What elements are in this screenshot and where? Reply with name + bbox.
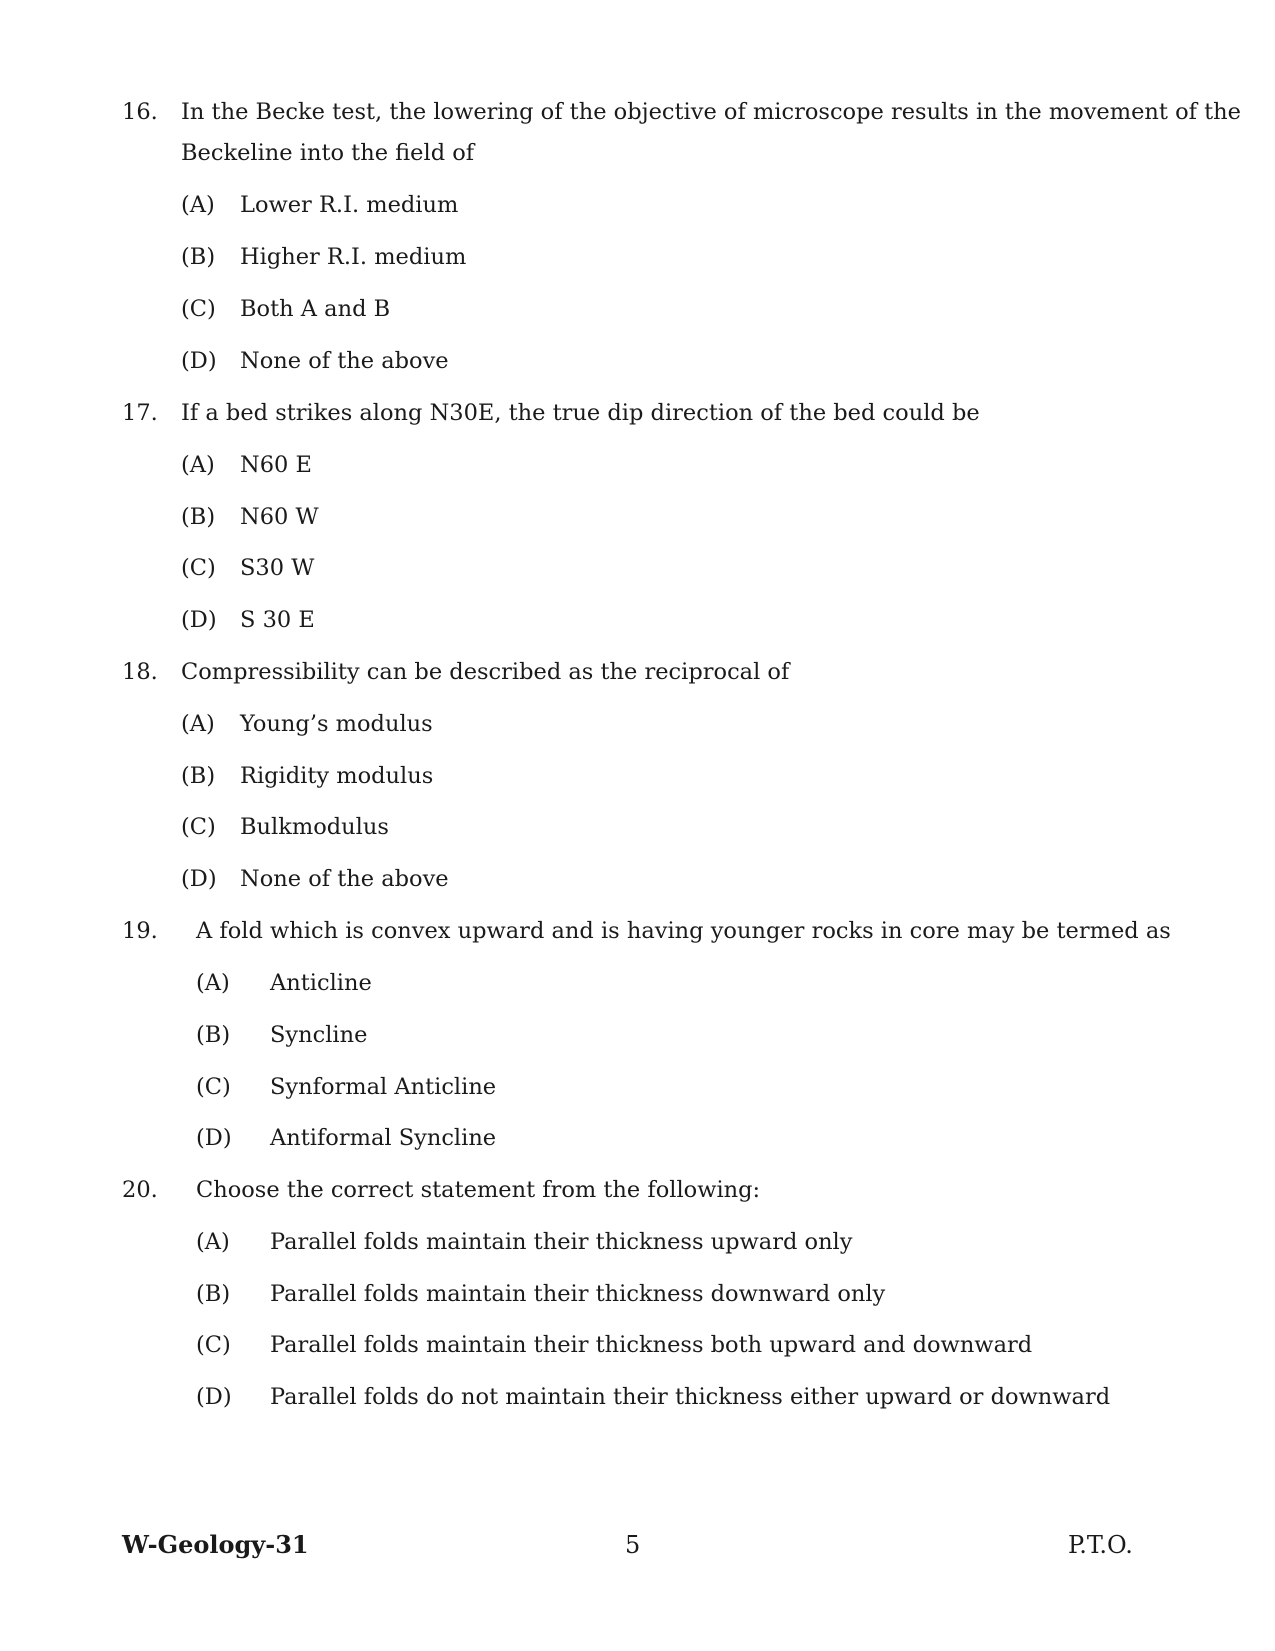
page-number: 5	[625, 1531, 641, 1559]
option-text: None of the above	[240, 348, 449, 374]
option-letter: (B)	[196, 1022, 231, 1048]
option-text: Higher R.I. medium	[240, 244, 467, 270]
option-letter: (C)	[181, 814, 216, 840]
paper-code: W-Geology-31	[122, 1530, 309, 1559]
option-text: Parallel folds do not maintain their thickness either upward or downward	[270, 1384, 1111, 1410]
option-letter: (D)	[181, 348, 217, 374]
option-text: Rigidity modulus	[240, 763, 434, 789]
question-text: Choose the correct statement from the following:	[196, 1177, 761, 1203]
option-letter: (B)	[196, 1281, 231, 1307]
question-text: Beckeline into the field of	[181, 140, 475, 166]
question-text: If a bed strikes along N30E, the true dip direction of the bed could be	[181, 400, 980, 426]
question-number: 20.	[122, 1177, 158, 1203]
question-text: In the Becke test, the lowering of the objective of microscope results in the movement of the	[181, 99, 1241, 125]
option-letter: (C)	[196, 1074, 231, 1100]
option-text: Parallel folds maintain their thickness both upward and downward	[270, 1332, 1033, 1358]
option-text: N60 E	[240, 452, 312, 478]
option-text: S 30 E	[240, 607, 315, 633]
option-letter: (D)	[181, 866, 217, 892]
please-turn-over: P.T.O.	[1068, 1531, 1133, 1559]
option-text: None of the above	[240, 866, 449, 892]
question-number: 18.	[122, 659, 158, 685]
option-letter: (B)	[181, 244, 216, 270]
option-text: Lower R.I. medium	[240, 192, 459, 218]
option-text: Bulkmodulus	[240, 814, 389, 840]
option-letter: (A)	[181, 192, 215, 218]
option-text: Antiformal Syncline	[270, 1125, 497, 1151]
option-letter: (A)	[196, 970, 230, 996]
question-number: 19.	[122, 918, 158, 944]
option-text: S30 W	[240, 555, 315, 581]
option-letter: (B)	[181, 504, 216, 530]
question-number: 16.	[122, 99, 158, 125]
option-letter: (C)	[196, 1332, 231, 1358]
option-letter: (D)	[181, 607, 217, 633]
option-letter: (B)	[181, 763, 216, 789]
option-text: Both A and B	[240, 296, 391, 322]
question-text: Compressibility can be described as the reciprocal of	[181, 659, 790, 685]
option-text: N60 W	[240, 504, 319, 530]
option-text: Anticline	[270, 970, 372, 996]
option-text: Parallel folds maintain their thickness downward only	[270, 1281, 886, 1307]
option-letter: (A)	[181, 711, 215, 737]
option-letter: (D)	[196, 1125, 232, 1151]
option-letter: (C)	[181, 555, 216, 581]
option-text: Syncline	[270, 1022, 368, 1048]
question-number: 17.	[122, 400, 158, 426]
option-letter: (D)	[196, 1384, 232, 1410]
option-text: Young’s modulus	[240, 711, 433, 737]
option-text: Parallel folds maintain their thickness upward only	[270, 1229, 853, 1255]
option-letter: (A)	[181, 452, 215, 478]
option-letter: (C)	[181, 296, 216, 322]
question-text: A fold which is convex upward and is having younger rocks in core may be termed as	[196, 918, 1171, 944]
option-letter: (A)	[196, 1229, 230, 1255]
option-text: Synformal Anticline	[270, 1074, 497, 1100]
